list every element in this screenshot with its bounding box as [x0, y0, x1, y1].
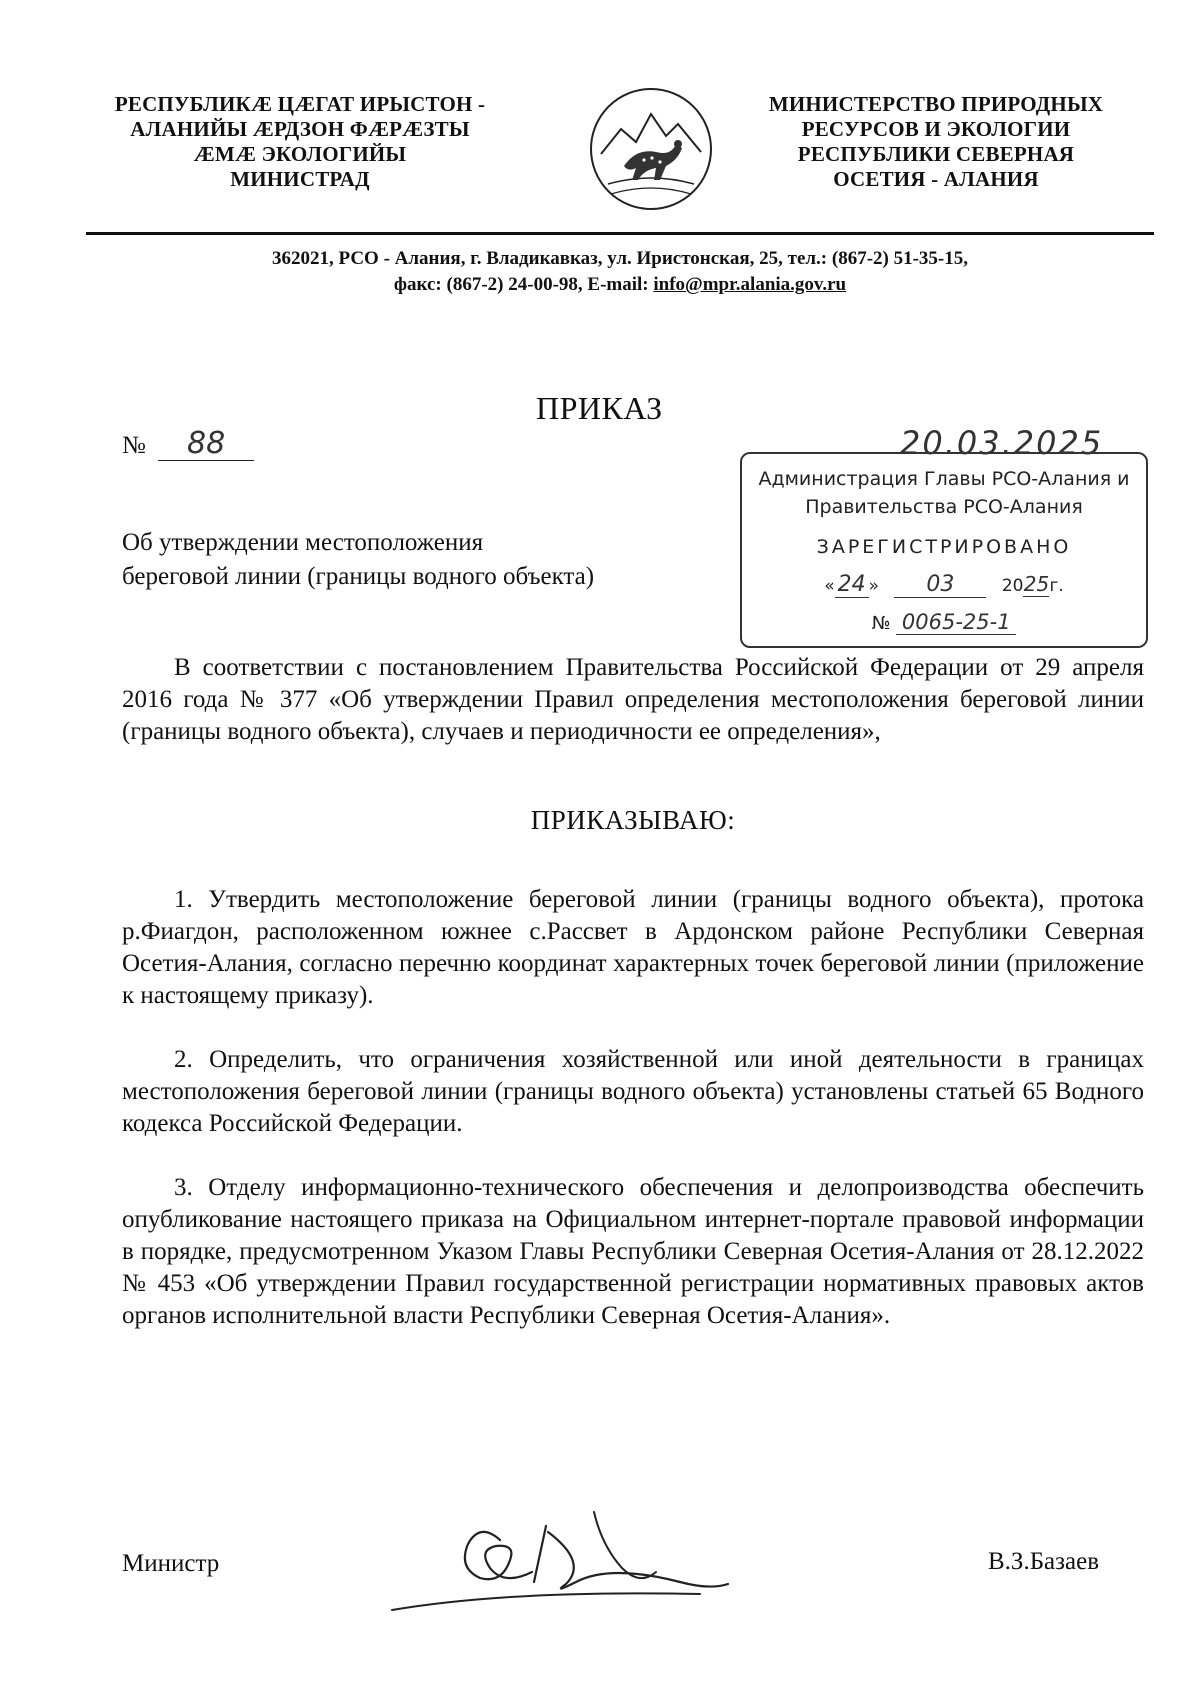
- header-right: [736, 92, 1136, 192]
- header-left-line-1: РЕСПУБЛИКӔ ЦӔГАТ ИРЫСТОН -: [114, 92, 486, 116]
- signer-position: Министр: [122, 1550, 220, 1577]
- header-right-line-1: МИНИСТЕРСТВО ПРИРОДНЫХ: [768, 92, 1104, 116]
- header-left: [100, 92, 500, 192]
- stamp-year-prefix: 20: [1001, 576, 1024, 596]
- registration-stamp: [740, 452, 1148, 648]
- order-number-value: 88: [158, 428, 254, 461]
- email-link[interactable]: info@mpr.alania.gov.ru: [653, 274, 847, 295]
- order-body: [122, 652, 1144, 1332]
- header-left-line-3: ӔМӔ ЭКОЛОГИЙЫ: [193, 142, 407, 166]
- order-title: ПРИКАЗ: [536, 390, 663, 426]
- address-block: [90, 246, 1150, 298]
- stamp-day: 24: [835, 572, 869, 598]
- order-word: ПРИКАЗЫВАЮ:: [530, 805, 736, 835]
- coat-of-arms-icon: [586, 84, 716, 214]
- header-right-line-4: ОСЕТИЯ - АЛАНИЯ: [833, 167, 1039, 191]
- order-subject: [122, 526, 594, 594]
- header-left-line-4: МИНИСТРАД: [230, 167, 370, 191]
- stamp-number-row: [742, 610, 1146, 635]
- stamp-org-line-2: Правительства РСО-Алания: [805, 496, 1083, 518]
- address-line-1: 362021, РСО - Алания, г. Владикавказ, ул. Иристонская, 25, тел.: (867-2) 51-35-15,: [271, 248, 968, 269]
- item-2-paragraph: 2. Определить, что ограничения хозяйственной или иной деятельности в границах местоположения береговой линии (границы водного объекта) установлены статьей 65 Водного кодекса Российской Федерации.: [122, 1046, 1144, 1137]
- preamble-paragraph: В соответствии с постановлением Правительства Российской Федерации от 29 апреля 2016 года № 377 «Об утверждении Правил определения местоположения береговой линии (границы водного объекта), случаев и периодичности ее определения»,: [122, 654, 1144, 745]
- stamp-reg-number: 0065-25-1: [896, 610, 1016, 635]
- stamp-year-unit: г.: [1049, 576, 1064, 596]
- signer-name: В.З.Базаев: [988, 1548, 1100, 1575]
- handwritten-signature: [370, 1486, 750, 1622]
- order-date: 20.03.2025: [900, 424, 1104, 462]
- stamp-month: 03: [894, 572, 986, 598]
- stamp-registered: ЗАРЕГИСТРИРОВАНО: [816, 536, 1072, 558]
- item-3-paragraph: 3. Отделу информационно-технического обеспечения и делопроизводства обеспечить опубликование настоящего приказа на Официальном интернет-портале правовой информации в порядке, предусмотренном Указом Главы Республики Северная Осетия-Алания от 28.12.2022 № 453 «Об утверждении Правил государственной регистрации нормативных правовых актов органов исполнительной власти Республики Северная Осетия-Алания».: [122, 1174, 1144, 1329]
- stamp-date-underline: [917, 452, 1137, 454]
- stamp-number-label: №: [871, 613, 891, 634]
- header-divider: [86, 232, 1154, 235]
- header-right-line-3: РЕСПУБЛИКИ СЕВЕРНАЯ: [797, 142, 1075, 166]
- order-number-label: №: [122, 432, 146, 459]
- subject-line-2: береговой линии (границы водного объекта): [122, 563, 595, 590]
- item-1-paragraph: 1. Утвердить местоположение береговой линии (границы водного объекта), протока р.Фиагдон, расположенном южнее с.Рассвет в Ардонском районе Республики Северная Осетия-Алания, согласно перечню координат характерных точек береговой линии (приложение к настоящему приказу).: [122, 886, 1144, 1009]
- stamp-date-row: [742, 572, 1146, 598]
- address-fax: факс: (867-2) 24-00-98, E-mail:: [393, 274, 654, 295]
- stamp-quote-close: »: [868, 576, 879, 596]
- header-right-line-2: РЕСУРСОВ И ЭКОЛОГИИ: [801, 117, 1071, 141]
- subject-line-1: Об утверждении местоположения: [122, 529, 484, 556]
- address-line-2: [90, 272, 1150, 298]
- header-left-line-2: АЛАНИЙЫ ӔРДЗОН ФӔРӔЗТЫ: [130, 117, 470, 141]
- stamp-year-suffix: 25: [1023, 572, 1050, 596]
- order-number: [122, 428, 254, 461]
- stamp-quote-open: «: [824, 576, 835, 596]
- stamp-org-line-1: Администрация Главы РСО-Алания и: [758, 468, 1130, 490]
